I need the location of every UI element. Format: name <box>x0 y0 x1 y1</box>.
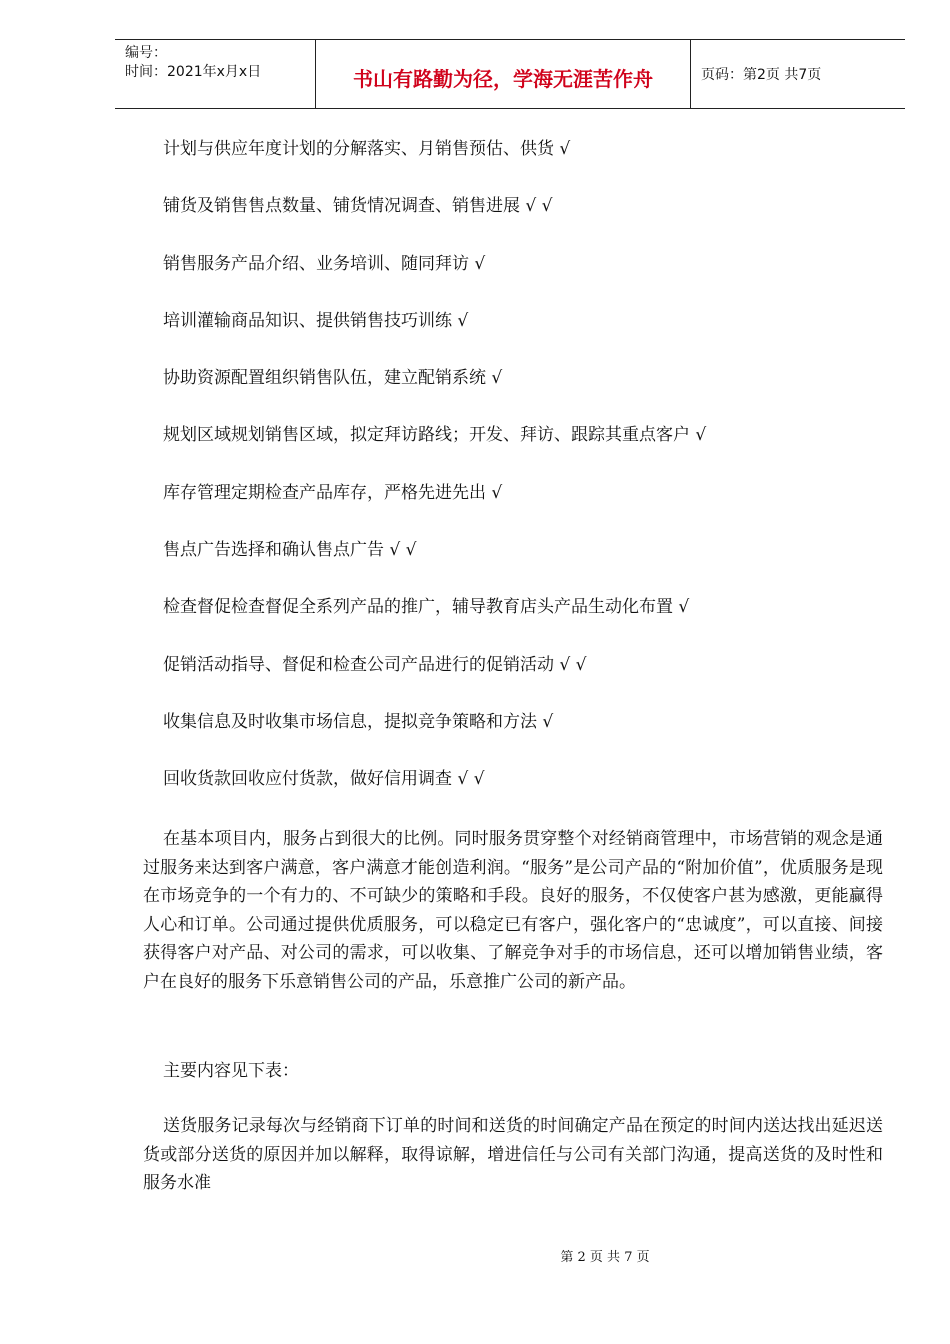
document-number-label: 编号： <box>125 45 167 61</box>
page-footer: 第 2 页 共 7 页 <box>560 1250 650 1265</box>
service-paragraph: 在基本项目内，服务占到很大的比例。同时服务贯穿整个对经销商管理中，市场营销的观念是通过服务来达到客户满意，客户满意才能创造利润。“服务”是公司产品的“附加价值”，优质服务是现在市场竞争的一个有力的、不可缺少的策略和手段。良好的服务，不仅使客户甚为感激，更能赢得人心和订单。公司通过提供优质服务，可以稳定已有客户，强化客户的“忠诚度”，可以直接、间接获得客户对产品、对公司的需求，可以收集、了解竞争对手的市场信息，还可以增加销售业绩，客户在良好的服务下乐意销售公司的产品，乐意推广公司的新产品。 <box>143 829 883 992</box>
service-item-list <box>163 137 883 825</box>
list-item: 促销活动指导、督促和检查公司产品进行的促销活动 √ √ <box>163 654 587 675</box>
list-item: 售点广告选择和确认售点广告 √ √ <box>163 540 417 561</box>
list-item: 铺货及销售售点数量、铺货情况调查、销售进展 √ √ <box>163 196 553 217</box>
list-item: 协助资源配置组织销售队伍，建立配销系统 √ <box>163 368 503 389</box>
list-item: 规划区域规划销售区域，拟定拜访路线；开发、拜访、跟踪其重点客户 √ <box>163 425 707 446</box>
table-intro-paragraph: 主要内容见下表： <box>163 1061 299 1081</box>
header-meta <box>115 40 316 108</box>
page-header <box>115 39 905 109</box>
list-item: 回收货款回收应付货款，做好信用调查 √ √ <box>163 769 485 790</box>
list-item: 库存管理定期检查产品库存，严格先进先出 √ <box>163 482 503 503</box>
list-item: 收集信息及时收集市场信息，提拟竞争策略和方法 √ <box>163 711 554 732</box>
list-item: 销售服务产品介绍、业务培训、随同拜访 √ <box>163 253 486 274</box>
list-item: 检查督促检查督促全系列产品的推广，辅导教育店头产品生动化布置 √ <box>163 597 690 618</box>
header-page-info: 页码：第2页 共7页 <box>701 67 822 83</box>
header-motto: 书山有路勤为径，学海无涯苦作舟 <box>316 40 691 108</box>
document-time-label: 时间：2021年x月x日 <box>125 64 262 80</box>
list-item: 培训灌输商品知识、提供销售技巧训练 √ <box>163 310 469 331</box>
list-item: 计划与供应年度计划的分解落实、月销售预估、供货 √ <box>163 139 571 159</box>
delivery-paragraph: 送货服务记录每次与经销商下订单的时间和送货的时间确定产品在预定的时间内送达找出延迟送货或部分送货的原因并加以解释，取得谅解，增进信任与公司有关部门沟通，提高送货的及时性和服务水准 <box>143 1116 883 1194</box>
